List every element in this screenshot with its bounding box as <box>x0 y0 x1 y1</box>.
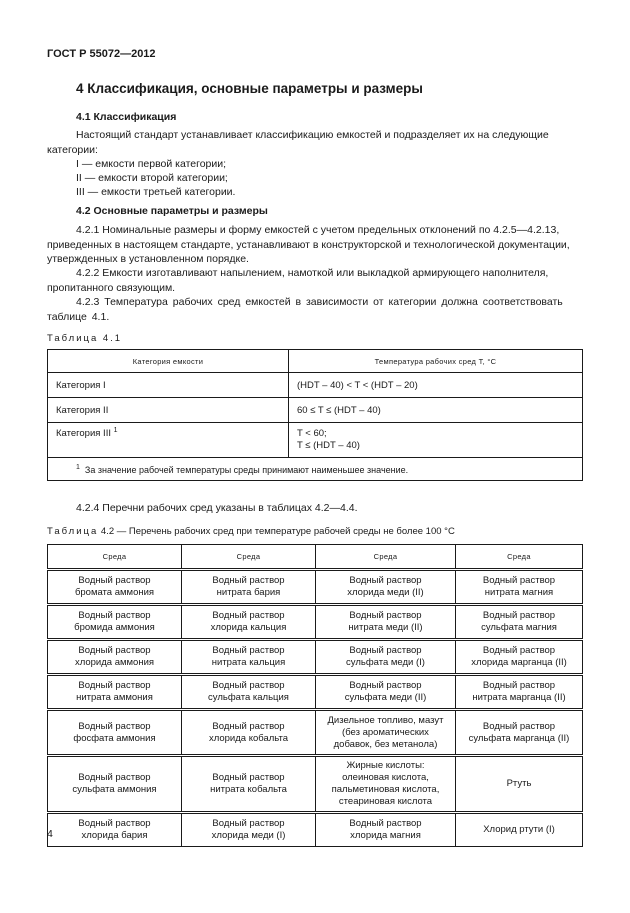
footnote-mark: 1 <box>76 463 80 471</box>
table-header-temperature: Температура рабочих сред T, °С <box>289 350 583 373</box>
cell-line: нитрата марганца (II) <box>472 692 566 703</box>
table-cell <box>48 570 182 605</box>
cell-line: Водный раствор <box>212 645 285 656</box>
cell-line: Водный раствор <box>212 680 285 691</box>
table-4-2-caption <box>47 526 455 537</box>
cell-line: Водный раствор <box>212 720 285 732</box>
table-cell <box>48 756 182 813</box>
paragraph-4-2-1: 4.2.1 Номинальные размеры и форму емкостей с учетом предельных отклонений по 4.2.5—4.2.13, приведенных в настоящем стандарте, устанавливают в конструкторской и технологической документации, утвержденных в установленном порядке. <box>47 224 570 265</box>
table-cell <box>48 710 182 756</box>
cell-line: хлорида кобальта <box>208 732 289 744</box>
caption-label: Таблица <box>47 526 99 537</box>
table-cell <box>182 570 316 605</box>
classification-paragraph: Настоящий стандарт устанавливает классификацию емкостей и подразделяет их на следующие категории: <box>47 129 549 156</box>
cell-line: нитрата аммония <box>76 692 153 703</box>
table-row <box>48 398 583 423</box>
cell-line: Водный раствор <box>78 772 151 783</box>
category-label: Категория III <box>56 428 111 440</box>
table-cell <box>316 675 456 710</box>
table-header-medium: Среда <box>182 545 316 570</box>
category-item-1: I — емкости первой категории; <box>76 158 227 170</box>
cell-line: нитрата кобальта <box>210 784 287 795</box>
cell-line: бромида аммония <box>74 622 155 633</box>
table-row <box>48 605 583 640</box>
cell-line: Хлорид ртути (I) <box>483 824 555 835</box>
subsection-title-classification: 4.1 Классификация <box>76 111 177 123</box>
table-4-2 <box>47 544 583 847</box>
cell-line: добавок, без метанола) <box>333 738 438 750</box>
cell-line: Жирные кислоты: <box>346 760 425 771</box>
cell-line: нитрата кальция <box>211 657 286 668</box>
cell-line: бромата аммония <box>74 587 155 598</box>
cell-line: Водный раствор <box>212 772 285 783</box>
cell-line: Водный раствор <box>78 720 151 732</box>
table-cell: 60 ≤ T ≤ (HDT – 40) <box>289 398 583 423</box>
cell-line: Водный раствор <box>212 818 285 829</box>
table-row <box>48 813 583 847</box>
table-cell <box>182 710 316 756</box>
table-row <box>48 373 583 398</box>
table-cell: (HDT – 40) < T < (HDT – 20) <box>289 373 583 398</box>
cell-line: фосфата аммония <box>73 732 156 744</box>
cell-line: нитрата меди (II) <box>348 622 423 633</box>
table-cell <box>182 605 316 640</box>
table-cell <box>456 570 583 605</box>
cell-line: Водный раствор <box>78 818 151 829</box>
table-cell: Категория I <box>48 373 289 398</box>
table-cell <box>48 675 182 710</box>
footnote-text: За значение рабочей температуры среды принимают наименьшее значение. <box>84 464 409 475</box>
table-footnote <box>48 458 583 481</box>
cell-line: Водный раствор <box>349 575 422 586</box>
cell-line: хлорида меди (I) <box>211 830 286 841</box>
cell-line: хлорида кальция <box>210 622 287 633</box>
cell-line: нитрата бария <box>216 587 281 598</box>
category-item-2: II — емкости второй категории; <box>76 172 228 184</box>
document-header: ГОСТ Р 55072—2012 <box>47 48 156 60</box>
paragraph-4-2-2: 4.2.2 Емкости изготавливают напылением, намоткой или выкладкой армирующего наполнителя, пропитанного связующим. <box>47 267 549 294</box>
table-cell <box>316 605 456 640</box>
cell-line: Водный раствор <box>349 818 422 829</box>
table-cell <box>316 756 456 813</box>
table-cell <box>456 813 583 847</box>
table-cell <box>289 423 583 458</box>
table-cell <box>48 605 182 640</box>
cell-line: хлорида бария <box>81 830 148 841</box>
table-cell <box>456 675 583 710</box>
cell-line: Дизельное топливо, мазут <box>327 714 444 726</box>
table-body <box>48 570 583 847</box>
page-number: 4 <box>47 828 53 840</box>
table-cell <box>456 756 583 813</box>
temperature-line-2: T ≤ (HDT – 40) <box>297 440 360 451</box>
cell-line: хлорида марганца (II) <box>471 657 567 668</box>
cell-line: стеариновая кислота <box>338 796 433 807</box>
cell-line: Водный раствор <box>78 610 151 621</box>
table-cell <box>182 675 316 710</box>
cell-line: Водный раствор <box>349 645 422 656</box>
table-4-1-caption: Таблица 4.1 <box>47 333 123 344</box>
table-row <box>48 756 583 813</box>
cell-line: Водный раствор <box>482 610 556 621</box>
table-row <box>48 423 583 458</box>
table-cell <box>316 813 456 847</box>
table-cell <box>316 570 456 605</box>
cell-line: Водный раствор <box>482 575 556 586</box>
table-cell <box>316 710 456 756</box>
table-row <box>48 640 583 675</box>
cell-line: Водный раствор <box>349 610 422 621</box>
cell-line: Водный раствор <box>78 680 151 691</box>
paragraph-4-2-3: 4.2.3 Температура рабочих сред емкостей в зависимости от категории должна соответствовать таблице 4.1. <box>47 296 563 323</box>
cell-line: сульфата меди (II) <box>344 692 427 703</box>
cell-line: Водный раствор <box>212 610 285 621</box>
category-item-3: III — емкости третьей категории. <box>76 186 236 198</box>
temperature-line-1: T < 60; <box>297 428 327 439</box>
table-header-medium: Среда <box>316 545 456 570</box>
cell-line: хлорида меди (II) <box>347 587 424 598</box>
table-cell <box>456 710 583 756</box>
table-cell <box>182 756 316 813</box>
cell-line: сульфата кальция <box>208 692 289 703</box>
table-4-1 <box>47 349 583 481</box>
cell-line: (без ароматических <box>342 726 429 738</box>
cell-line: Ртуть <box>506 778 532 789</box>
table-cell <box>48 813 182 847</box>
cell-line: хлорида аммония <box>74 657 155 668</box>
table-cell <box>48 640 182 675</box>
cell-line: Водный раствор <box>78 575 151 586</box>
paragraph-4-2-4: 4.2.4 Перечни рабочих сред указаны в таблицах 4.2—4.4. <box>76 502 358 514</box>
section-title: 4 Классификация, основные параметры и размеры <box>76 81 423 96</box>
table-cell <box>456 640 583 675</box>
cell-line: Водный раствор <box>212 575 285 586</box>
table-row <box>48 710 583 756</box>
table-cell <box>182 640 316 675</box>
subsection-title-parameters: 4.2 Основные параметры и размеры <box>76 205 268 217</box>
table-header-category: Категория емкости <box>48 350 289 373</box>
cell-line: Водный раствор <box>482 645 556 656</box>
cell-line: хлорида магния <box>350 830 421 841</box>
footnote-ref: 1 <box>113 427 118 434</box>
cell-line: сульфата магния <box>481 622 557 633</box>
cell-line: олеиновая кислота, <box>342 772 429 783</box>
cell-line: сульфата аммония <box>72 784 157 795</box>
cell-line: нитрата магния <box>484 587 554 598</box>
table-cell <box>456 605 583 640</box>
cell-line: Водный раствор <box>482 680 556 691</box>
table-cell <box>316 640 456 675</box>
cell-line: Водный раствор <box>482 720 556 732</box>
cell-line: Водный раствор <box>349 680 422 691</box>
table-cell <box>182 813 316 847</box>
cell-line: сульфата меди (I) <box>346 657 425 668</box>
cell-line: пальметиновая кислота, <box>331 784 440 795</box>
table-header-medium: Среда <box>456 545 583 570</box>
table-cell <box>48 423 289 458</box>
table-row <box>48 675 583 710</box>
cell-line: сульфата марганца (II) <box>468 732 570 744</box>
cell-line: Водный раствор <box>78 645 151 656</box>
table-cell: Категория II <box>48 398 289 423</box>
table-row <box>48 570 583 605</box>
table-header-medium: Среда <box>48 545 182 570</box>
caption-text: 4.2 — Перечень рабочих сред при температуре рабочей среды не более 100 °С <box>100 526 455 537</box>
